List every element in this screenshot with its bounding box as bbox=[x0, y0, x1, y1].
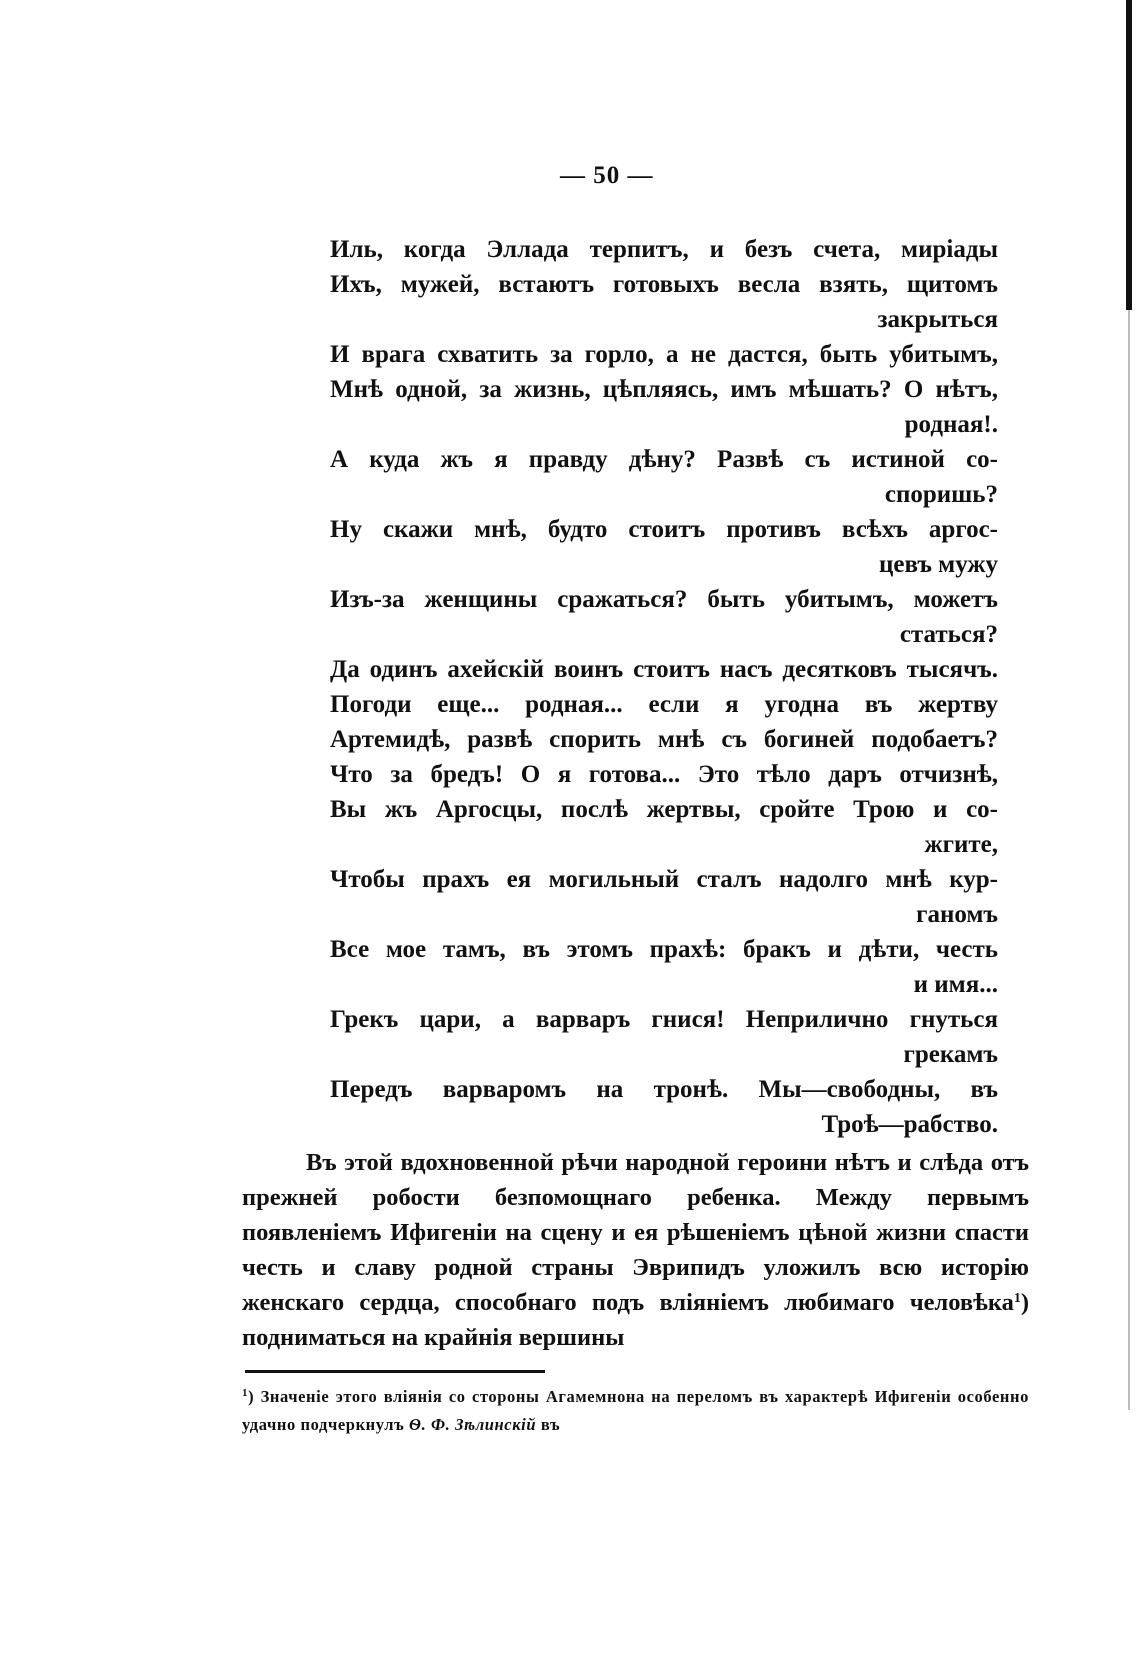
poem-line: Иль, когда Эллада терпитъ, и безъ счета, миріады bbox=[330, 236, 998, 263]
poem-line-continuation: родная!. bbox=[904, 411, 998, 438]
page-number: — 50 — bbox=[560, 162, 654, 189]
page-edge-shadow bbox=[1126, 0, 1132, 310]
poem-line: И врага схватить за горло, а не дастся, быть убитымъ, bbox=[330, 341, 998, 368]
prose-text-tail: ) подниматься на крайнія вершины bbox=[242, 1289, 1029, 1351]
poem-block bbox=[330, 232, 998, 1142]
prose-paragraph bbox=[242, 1145, 1029, 1355]
prose-text: Въ этой вдохновенной рѣчи народной героини нѣтъ и слѣда отъ прежней робости безпомощнаго ребенка. Между первымъ появленіемъ Ифигеніи на сцену и ея рѣшеніемъ цѣной жизни спасти честь и славу родной страны Эврипидъ уложилъ всю исторію женскаго сердца, способнаго подъ вліяніемъ любимаго человѣка bbox=[242, 1149, 1029, 1316]
poem-line: Погоди еще... родная... если я угодна въ жертву bbox=[330, 691, 998, 718]
poem-line-continuation: жгите, bbox=[924, 831, 998, 858]
footnote-divider bbox=[245, 1370, 545, 1373]
poem-line: Ну скажи мнѣ, будто стоитъ противъ всѣхъ аргос- bbox=[330, 516, 998, 543]
poem-line: Что за бредъ! О я готова... Это тѣло даръ отчизнѣ, bbox=[330, 761, 998, 788]
poem-line: Грекъ цари, а варваръ гнися! Неприлично гнуться bbox=[330, 1006, 998, 1033]
poem-line-continuation: споришь? bbox=[884, 481, 998, 508]
poem-line-continuation: закрыться bbox=[877, 306, 998, 333]
poem-line: Все мое тамъ, въ этомъ прахѣ: бракъ и дѣти, честь bbox=[330, 936, 998, 963]
poem-line: Да одинъ ахейскій воинъ стоитъ насъ десятковъ тысячъ. bbox=[330, 656, 998, 683]
poem-line: А куда жъ я правду дѣну? Развѣ съ истиной со- bbox=[330, 446, 998, 473]
poem-line: Вы жъ Аргосцы, послѣ жертвы, сройте Трою и со- bbox=[330, 796, 998, 823]
poem-line-continuation: грекамъ bbox=[903, 1041, 998, 1068]
footnote-marker: 1 bbox=[242, 1387, 249, 1399]
footnote-text: ) Значеніе этого вліянія со стороны Агамемнона на переломъ въ характерѣ Ифигеніи особенно удачно подчеркнулъ bbox=[242, 1387, 1029, 1434]
poem-line: Чтобы прахъ ея могильный сталъ надолго мнѣ кур- bbox=[330, 866, 998, 893]
poem-line: Мнѣ одной, за жизнь, цѣпляясь, имъ мѣшать? О нѣтъ, bbox=[330, 376, 998, 403]
page-edge-line bbox=[1128, 310, 1130, 1410]
footnote-tail: въ bbox=[540, 1415, 561, 1434]
footnote-reference: 1 bbox=[1013, 1291, 1021, 1306]
poem-line-continuation: и имя... bbox=[913, 971, 998, 998]
poem-line-continuation: цевъ мужу bbox=[878, 551, 998, 578]
footnote-author: Ѳ. Ф. Зѣлинскій bbox=[409, 1415, 537, 1434]
poem-line-continuation: статься? bbox=[899, 621, 998, 648]
poem-line-continuation: ганомъ bbox=[916, 901, 998, 928]
poem-line-continuation: Троѣ—рабство. bbox=[821, 1111, 998, 1138]
poem-line: Ихъ, мужей, встаютъ готовыхъ весла взять, щитомъ bbox=[330, 271, 998, 298]
poem-line: Передъ варваромъ на тронѣ. Мы—свободны, въ bbox=[330, 1076, 998, 1103]
poem-line: Изъ-за женщины сражаться? быть убитымъ, можетъ bbox=[330, 586, 998, 613]
footnote bbox=[242, 1383, 1029, 1439]
poem-line: Артемидѣ, развѣ спорить мнѣ съ богиней подобаетъ? bbox=[330, 726, 998, 753]
